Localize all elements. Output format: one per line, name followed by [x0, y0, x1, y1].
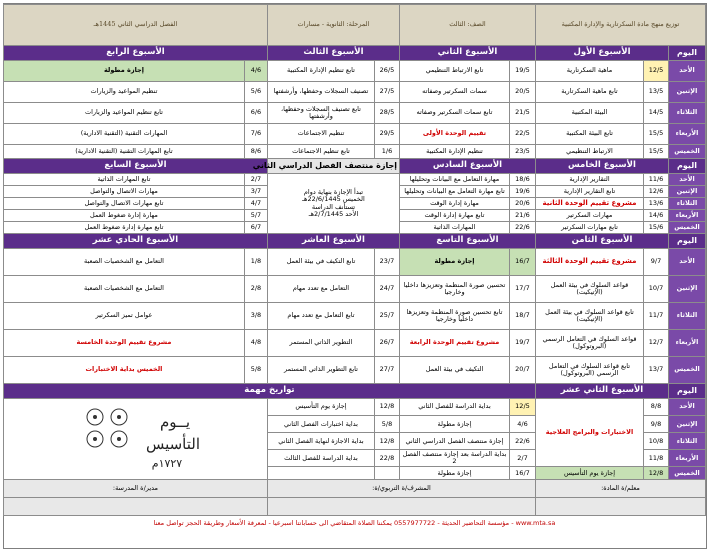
- lesson-cell: مهارات السكرتير: [535, 210, 643, 222]
- lesson-cell: تابع قواعد السلوك في التعامل الرسمي (البروتوكول): [535, 357, 643, 384]
- weeks-1-4-header: [3, 46, 705, 61]
- date-cell: 13/7: [644, 357, 669, 384]
- day-name: الأحد: [669, 61, 706, 82]
- lesson-cell: تابع المهارات التقنية (التقنية الادارية): [3, 145, 244, 159]
- week-title: الأسبوع الرابع: [3, 46, 267, 61]
- lesson-cell: مهارة إدارة ضغوط العمل: [3, 210, 244, 222]
- stage-label: المرحلة: الثانوية - مسارات: [267, 5, 399, 46]
- day-name: الأربعاء: [669, 450, 706, 467]
- lesson-cell: مهارة إدارة الوقت: [399, 198, 509, 210]
- lesson-cell: تابع تنظيم الاجتماعات: [267, 145, 374, 159]
- date-cell: 8/8: [644, 399, 669, 416]
- day-name: الأحد: [669, 249, 706, 276]
- week-title: الأسبوع الأول: [535, 46, 668, 61]
- exams-notice: الاختبارات والبرامج العلاجية: [535, 399, 643, 467]
- important-date-cell: [267, 467, 374, 480]
- day-name: الأربعاء: [669, 330, 706, 357]
- lesson-cell: عوامل تميز السكرتير: [3, 303, 244, 330]
- week-title: الأسبوع التاسع: [399, 234, 535, 249]
- midterm-break-title: إجازة منتصف الفصل الدراسي الثاني: [267, 159, 399, 174]
- lesson-cell: التعامل مع تعدد مهام: [267, 276, 374, 303]
- date-cell: 10/8: [644, 433, 669, 450]
- lesson-cell: ماهية السكرتارية: [535, 61, 643, 82]
- date-cell: 18/6: [509, 174, 535, 186]
- day-name: الإثنين: [669, 276, 706, 303]
- date-cell: 11/6: [644, 174, 669, 186]
- date-cell: 20/6: [509, 198, 535, 210]
- date-cell: 6/6: [244, 103, 267, 124]
- lesson-cell: سمات السكرتير وصفاته: [399, 82, 509, 103]
- lesson-cell: تابع ماهية السكرتارية: [535, 82, 643, 103]
- important-date-cell: إجازة يوم التأسيس: [267, 399, 374, 416]
- week-title: الأسبوع السابع: [3, 159, 267, 174]
- lesson-cell: تابع البيئة المكتبية: [535, 124, 643, 145]
- principal-signature-space: [3, 498, 267, 516]
- lesson-cell: تحسين صورة المنظمة وتعزيزها داخليا وخارجيا: [399, 276, 509, 303]
- lesson-cell: البيئة المكتبية: [535, 103, 643, 124]
- day-column-header: اليوم: [669, 159, 706, 174]
- table-row: [3, 276, 705, 303]
- important-date-cell: بداية اختبارات الفصل الثاني: [267, 416, 374, 433]
- important-dates-title: تواريخ مهمة: [3, 384, 535, 399]
- grade-label: الصف: الثالث: [399, 5, 535, 46]
- lesson-cell: مشروع تقييم الوحدة الثانية: [535, 198, 643, 210]
- principal-signature: مدير/ة المدرسة:: [3, 480, 267, 498]
- lesson-cell: مشروع تقييم الوحدة الثالثة: [535, 249, 643, 276]
- week-title: الأسبوع الخامس: [535, 159, 668, 174]
- supervisor-signature-space: [267, 498, 535, 516]
- week-12-header: [3, 384, 705, 399]
- date-cell: 2/7: [509, 450, 535, 467]
- date-cell: 14/6: [644, 210, 669, 222]
- important-date-cell: بداية الدراسة للفصل الثالث: [267, 450, 374, 467]
- week-title: الأسبوع الثاني عشر: [535, 384, 668, 399]
- date-cell: 22/6: [509, 433, 535, 450]
- break-start-label: تبدأ الإجازة بنهاية دوام: [303, 188, 364, 197]
- important-date-cell: بداية الاجازة لنهاية الفصل الثاني: [267, 433, 374, 450]
- date-cell: 13/6: [644, 198, 669, 210]
- table-row: [3, 357, 705, 384]
- date-cell: 19/6: [509, 186, 535, 198]
- date-cell: 27/5: [374, 82, 399, 103]
- date-cell: 4/7: [244, 198, 267, 210]
- table-row: [3, 103, 705, 124]
- important-date-cell: إجازة مطولة: [399, 416, 509, 433]
- resume-date: الأحد 2/7/1445هـ: [308, 209, 359, 218]
- date-cell: 12/5: [509, 399, 535, 416]
- date-cell: 20/5: [509, 82, 535, 103]
- day-name: الخميس: [669, 145, 706, 159]
- date-cell: 1/8: [244, 249, 267, 276]
- day-name: الأربعاء: [669, 210, 706, 222]
- date-cell: 21/6: [509, 210, 535, 222]
- day-name: الثلاثاء: [669, 433, 706, 450]
- day-name: الخميس: [669, 467, 706, 480]
- day-name: الإثنين: [669, 82, 706, 103]
- date-cell: 12/6: [644, 186, 669, 198]
- date-cell: 15/5: [644, 124, 669, 145]
- lesson-cell: التعامل مع الشخصيات الصعبة: [3, 276, 244, 303]
- date-cell: 29/5: [374, 124, 399, 145]
- date-cell: 12/8: [374, 399, 399, 416]
- table-row: [3, 82, 705, 103]
- date-cell: 12/8: [644, 467, 669, 480]
- date-cell: 26/7: [374, 330, 399, 357]
- date-cell: 2/7: [244, 174, 267, 186]
- date-cell: 1/6: [374, 145, 399, 159]
- lesson-cell: تنظيم الاجتماعات: [267, 124, 374, 145]
- day-name: الخميس: [669, 357, 706, 384]
- lesson-cell: تابع الارتباط التنظيمي: [399, 61, 509, 82]
- important-date-cell: بداية الدراسة للفصل الثاني: [399, 399, 509, 416]
- day-column-header: اليوم: [669, 234, 706, 249]
- date-cell: 18/7: [509, 303, 535, 330]
- table-row: [3, 145, 705, 159]
- footer-url-row: [3, 516, 705, 531]
- date-cell: 26/5: [374, 61, 399, 82]
- date-cell: 4/6: [244, 61, 267, 82]
- lesson-cell: تابع تنظيم الإدارة المكتبية: [267, 61, 374, 82]
- week-title: الأسبوع الثاني: [399, 46, 535, 61]
- weeks-5-7-header: [3, 159, 705, 174]
- lesson-cell: تابع مهارة التعامل مع البيانات وتحليلها: [399, 186, 509, 198]
- lesson-cell: مشروع تقييم الوحدة الرابعة: [399, 330, 509, 357]
- lesson-cell: تابع التعامل مع تعدد مهام: [267, 303, 374, 330]
- date-cell: 16/7: [509, 467, 535, 480]
- lesson-cell: تابع سمات السكرتير وصفاته: [399, 103, 509, 124]
- lesson-cell: التطوير الذاتي المستمر: [267, 330, 374, 357]
- date-cell: 2/8: [244, 276, 267, 303]
- lesson-cell: تابع التقارير الإدارية: [535, 186, 643, 198]
- day-name: الثلاثاء: [669, 303, 706, 330]
- supervisor-signature: المشرف/ة التربوي/ة:: [267, 480, 535, 498]
- lesson-cell: تنظيم المواعيد والزيارات: [3, 82, 244, 103]
- lesson-cell: تابع التطوير الذاتي المستمر: [267, 357, 374, 384]
- date-cell: 9/7: [644, 249, 669, 276]
- date-cell: 15/5: [644, 145, 669, 159]
- date-cell: 9/8: [644, 416, 669, 433]
- header-row: [3, 5, 705, 46]
- founding-day-logo: [3, 399, 267, 480]
- date-cell: 23/7: [374, 249, 399, 276]
- lesson-cell: إجازة مطولة: [399, 249, 509, 276]
- day-name: الأحد: [669, 399, 706, 416]
- lesson-cell: تابع قواعد السلوك في بيئة العمل (الإتيكيت): [535, 303, 643, 330]
- date-cell: 16/7: [509, 249, 535, 276]
- date-cell: 28/5: [374, 103, 399, 124]
- day-name: الإثنين: [669, 416, 706, 433]
- table-row: [3, 303, 705, 330]
- lesson-cell: قواعد السلوك في التعامل الرسمي (البروتوكول): [535, 330, 643, 357]
- lesson-cell: تابع التكيف في بيئة العمل: [267, 249, 374, 276]
- break-start-date: الخميس 22/6/1445هـ: [302, 195, 365, 204]
- weeks-8-11-header: [3, 234, 705, 249]
- day-name: الأربعاء: [669, 124, 706, 145]
- date-cell: 22/8: [374, 450, 399, 467]
- date-cell: 22/6: [509, 222, 535, 234]
- week-title: الأسبوع الثالث: [267, 46, 399, 61]
- lesson-cell: مشروع تقييم الوحدة الخامسة: [3, 330, 244, 357]
- curriculum-table: [3, 4, 706, 530]
- plan-sheet: [3, 3, 707, 549]
- lesson-cell: تنظيم الإدارة المكتبية: [399, 145, 509, 159]
- lesson-cell: مهارة التعامل مع البيانات وتحليلها: [399, 174, 509, 186]
- table-row: [3, 330, 705, 357]
- table-row: [3, 174, 705, 186]
- date-cell: 5/7: [244, 210, 267, 222]
- date-cell: 4/8: [244, 330, 267, 357]
- lesson-cell: إجازة مطولة: [3, 61, 244, 82]
- important-date-cell: إجازة منتصف الفصل الدراسي الثاني: [399, 433, 509, 450]
- date-cell: 17/7: [509, 276, 535, 303]
- date-cell: 10/7: [644, 276, 669, 303]
- lesson-cell: تقييم الوحدة الأولى: [399, 124, 509, 145]
- date-cell: 3/8: [244, 303, 267, 330]
- date-cell: 12/7: [644, 330, 669, 357]
- date-cell: 11/7: [644, 303, 669, 330]
- date-cell: 13/5: [644, 82, 669, 103]
- day-name: الخميس: [669, 222, 706, 234]
- table-row: [3, 61, 705, 82]
- lesson-cell: قواعد السلوك في بيئة العمل (الإتيكيت): [535, 276, 643, 303]
- table-row: [3, 249, 705, 276]
- day-column-header: اليوم: [669, 46, 706, 61]
- date-cell: 5/8: [374, 416, 399, 433]
- date-cell: 7/6: [244, 124, 267, 145]
- lesson-cell: مهارات الاتصال والتواصل: [3, 186, 244, 198]
- date-cell: 6/7: [244, 222, 267, 234]
- signature-row: [3, 480, 705, 498]
- date-cell: 21/5: [509, 103, 535, 124]
- week-title: الأسبوع الثامن: [535, 234, 668, 249]
- lesson-cell: إجازة يوم التأسيس: [535, 467, 643, 480]
- date-cell: 4/6: [509, 416, 535, 433]
- lesson-cell: المهارات التقنية (التقنية الادارية): [3, 124, 244, 145]
- date-cell: 15/6: [644, 222, 669, 234]
- date-cell: 8/6: [244, 145, 267, 159]
- date-cell: 22/5: [509, 124, 535, 145]
- date-cell: 3/7: [244, 186, 267, 198]
- logo-year: ١٧٢٧م: [152, 457, 183, 470]
- date-cell: 20/7: [509, 357, 535, 384]
- resume-label: تستأنف الدراسة: [311, 202, 356, 211]
- lesson-cell: الارتباط التنظيمي: [535, 145, 643, 159]
- lesson-cell: الخميس بداية الاختبارات: [3, 357, 244, 384]
- lesson-cell: تابع تنظيم المواعيد والزيارات: [3, 103, 244, 124]
- date-cell: 11/8: [644, 450, 669, 467]
- founding-day-emblem: [75, 399, 201, 477]
- signature-space-row: [3, 498, 705, 516]
- week-title: الأسبوع الحادي عشر: [3, 234, 267, 249]
- day-name: الثلاثاء: [669, 198, 706, 210]
- day-name: الإثنين: [669, 186, 706, 198]
- important-date-cell: إجازة مطولة: [399, 467, 509, 480]
- lesson-cell: تابع تحسين صورة المنظمة وتعزيزها داخليا وخارجيا: [399, 303, 509, 330]
- lesson-cell: تابع مهارات الاتصال والتواصل: [3, 198, 244, 210]
- table-row: [3, 124, 705, 145]
- date-cell: 24/7: [374, 276, 399, 303]
- lesson-cell: تصنيف السجلات وحفظها، وأرشفتها: [267, 82, 374, 103]
- teacher-signature-space: [535, 498, 705, 516]
- day-name: الأحد: [669, 174, 706, 186]
- semester-label: الفصل الدراسي الثاني 1445هـ: [3, 5, 267, 46]
- date-cell: 5/6: [244, 82, 267, 103]
- lesson-cell: تابع المهارات الذاتية: [3, 174, 244, 186]
- lesson-cell: تابع مهارة إدارة الوقت: [399, 210, 509, 222]
- logo-line-2: التأسيس: [146, 435, 201, 453]
- date-cell: 19/5: [509, 61, 535, 82]
- date-cell: [374, 467, 399, 480]
- footer-contact: www.mta.sa - مؤسسة التحاضير الحديثة - 0557977722 يمكننا الصلاة المتقاضي الى حسابانتا اسبرعيا - لمعرفة الأسعار وطريقة الحجز تواصل معنا: [153, 518, 556, 527]
- date-cell: 12/8: [374, 433, 399, 450]
- lesson-cell: التكيف في بيئة العمل: [399, 357, 509, 384]
- lesson-cell: تابع تصنيف السجلات وحفظها، وأرشفتها: [267, 103, 374, 124]
- logo-line-1: يــوم: [160, 413, 191, 431]
- teacher-signature: معلم/ة المادة:: [535, 480, 705, 498]
- date-cell: 5/8: [244, 357, 267, 384]
- week-title: الأسبوع العاشر: [267, 234, 399, 249]
- date-cell: 25/7: [374, 303, 399, 330]
- plan-title: توزيع منهج مادة السكرتارية والإدارة المكتبية: [535, 5, 705, 46]
- date-cell: 14/5: [644, 103, 669, 124]
- lesson-cell: المهارات الذاتية: [399, 222, 509, 234]
- lesson-cell: التعامل مع الشخصيات الصعبة: [3, 249, 244, 276]
- midterm-break-notice: [267, 174, 399, 234]
- lesson-cell: تابع مهارة إدارة ضغوط العمل: [3, 222, 244, 234]
- week-title: الأسبوع السادس: [399, 159, 535, 174]
- date-cell: 23/5: [509, 145, 535, 159]
- lesson-cell: تابع مهارات السكرتير: [535, 222, 643, 234]
- date-cell: 12/5: [644, 61, 669, 82]
- day-name: الثلاثاء: [669, 103, 706, 124]
- day-column-header: اليوم: [669, 384, 706, 399]
- date-cell: 19/7: [509, 330, 535, 357]
- important-date-cell: بداية الدراسة بعد إجازة منتصف الفصل 2: [399, 450, 509, 467]
- date-cell: 27/7: [374, 357, 399, 384]
- lesson-cell: التقارير الإدارية: [535, 174, 643, 186]
- table-row: [3, 399, 705, 416]
